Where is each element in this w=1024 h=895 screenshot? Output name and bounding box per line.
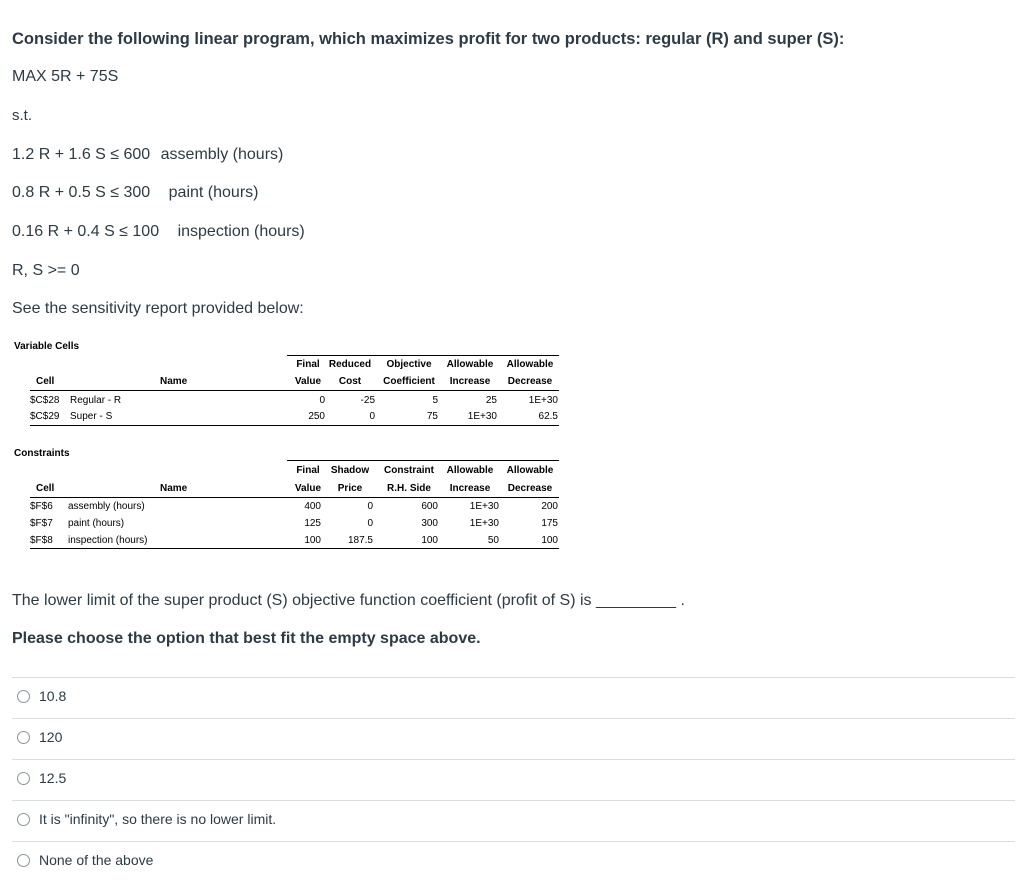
- nonnegativity: R, S >= 0: [12, 262, 80, 279]
- header-cell: Cell: [36, 483, 55, 494]
- header-name: Name: [160, 376, 188, 387]
- allowable-increase: 1E+30: [467, 411, 497, 422]
- allowable-decrease: 1E+30: [528, 395, 558, 406]
- variable-cells-title: Variable Cells: [14, 341, 80, 352]
- constraint-label: assembly (hours): [160, 146, 284, 163]
- constraints-title: Constraints: [14, 448, 70, 459]
- header-cost: Cost: [338, 376, 362, 387]
- question-intro: Consider the following linear program, which maximizes profit for two products: regular (R) and super (S):: [12, 30, 845, 48]
- option-label[interactable]: 10.8: [39, 688, 67, 704]
- header-coefficient: Coefficient: [383, 376, 435, 387]
- header-shadow: Shadow: [330, 465, 370, 476]
- question-prompt: The lower limit of the super product (S) objective function coefficient (profit of S) is _________ .: [12, 592, 685, 609]
- cell-name: Super - S: [70, 411, 113, 422]
- final-value: 125: [304, 518, 321, 529]
- header-allowable-inc: Allowable: [446, 465, 494, 476]
- radio-button[interactable]: [17, 813, 30, 826]
- allowable-decrease: 175: [541, 518, 558, 529]
- header-allowable-dec: Allowable: [506, 465, 554, 476]
- header-cell: Cell: [36, 376, 55, 387]
- constraint-label: inspection (hours): [177, 223, 305, 240]
- radio-button[interactable]: [17, 772, 30, 785]
- cell-ref: $F$8: [30, 535, 53, 546]
- header-value: Value: [294, 483, 322, 494]
- header-decrease: Decrease: [507, 483, 553, 494]
- allowable-increase: 50: [487, 535, 499, 546]
- cell-name: inspection (hours): [68, 535, 148, 546]
- cell-name: Regular - R: [70, 395, 122, 406]
- constraint-expr: 0.8 R + 0.5 S ≤ 300: [12, 184, 151, 201]
- header-final: Final: [296, 359, 320, 370]
- final-value: 250: [308, 411, 325, 422]
- shadow-price: 187.5: [347, 535, 373, 546]
- constraint-expr: 0.16 R + 0.4 S ≤ 100: [12, 223, 160, 240]
- cell-ref: $C$28: [30, 395, 60, 406]
- constraint-rhs: 600: [421, 501, 438, 512]
- final-value: 400: [304, 501, 321, 512]
- option-label[interactable]: 120: [39, 729, 63, 745]
- answer-option[interactable]: [12, 718, 1015, 759]
- header-constraint: Constraint: [384, 465, 434, 476]
- constraint-label: paint (hours): [168, 184, 259, 201]
- shadow-price: 0: [367, 501, 373, 512]
- cell-ref: $C$29: [30, 411, 60, 422]
- option-label[interactable]: 12.5: [39, 770, 67, 786]
- allowable-increase: 25: [485, 395, 497, 406]
- cell-ref: $F$7: [30, 518, 53, 529]
- constraint-paint: [12, 184, 258, 202]
- objective-function: MAX 5R + 75S: [12, 68, 119, 85]
- allowable-increase: 1E+30: [469, 518, 499, 529]
- header-allowable-dec: Allowable: [506, 359, 554, 370]
- radio-button[interactable]: [17, 731, 30, 744]
- header-decrease: Decrease: [507, 376, 553, 387]
- constraint-rhs: 300: [421, 518, 438, 529]
- objective-coefficient: 5: [432, 395, 438, 406]
- header-final: Final: [296, 465, 320, 476]
- header-increase: Increase: [449, 376, 491, 387]
- objective-coefficient: 75: [426, 411, 438, 422]
- radio-button[interactable]: [17, 854, 30, 867]
- header-increase: Increase: [449, 483, 491, 494]
- answer-option[interactable]: [12, 759, 1015, 800]
- header-objective: Objective: [386, 359, 432, 370]
- reduced-cost: 0: [369, 411, 375, 422]
- header-rhs: R.H. Side: [387, 483, 431, 494]
- header-name: Name: [160, 483, 188, 494]
- cell-name: paint (hours): [68, 518, 125, 529]
- allowable-decrease: 62.5: [538, 411, 558, 422]
- constraint-rhs: 100: [421, 535, 438, 546]
- option-label[interactable]: None of the above: [39, 852, 154, 868]
- subject-to: s.t.: [12, 107, 33, 124]
- shadow-price: 0: [367, 518, 373, 529]
- answer-option[interactable]: [12, 800, 1015, 841]
- reduced-cost: -25: [360, 395, 375, 406]
- header-price: Price: [337, 483, 363, 494]
- cell-ref: $F$6: [30, 501, 53, 512]
- answer-option[interactable]: [12, 841, 1015, 882]
- header-allowable-inc: Allowable: [446, 359, 494, 370]
- header-reduced: Reduced: [328, 359, 372, 370]
- constraint-expr: 1.2 R + 1.6 S ≤ 600: [12, 146, 151, 163]
- final-value: 0: [319, 395, 325, 406]
- allowable-decrease: 200: [541, 501, 558, 512]
- allowable-decrease: 100: [541, 535, 558, 546]
- constraint-assembly: [12, 146, 283, 164]
- answer-option[interactable]: [12, 677, 1015, 718]
- radio-button[interactable]: [17, 690, 30, 703]
- final-value: 100: [304, 535, 321, 546]
- see-report-text: See the sensitivity report provided below:: [12, 300, 304, 317]
- header-value: Value: [294, 376, 322, 387]
- allowable-increase: 1E+30: [469, 501, 499, 512]
- question-instruction: Please choose the option that best fit the empty space above.: [12, 630, 481, 647]
- constraint-inspection: [12, 223, 305, 241]
- option-label[interactable]: It is "infinity", so there is no lower limit.: [39, 811, 277, 827]
- cell-name: assembly (hours): [68, 501, 145, 512]
